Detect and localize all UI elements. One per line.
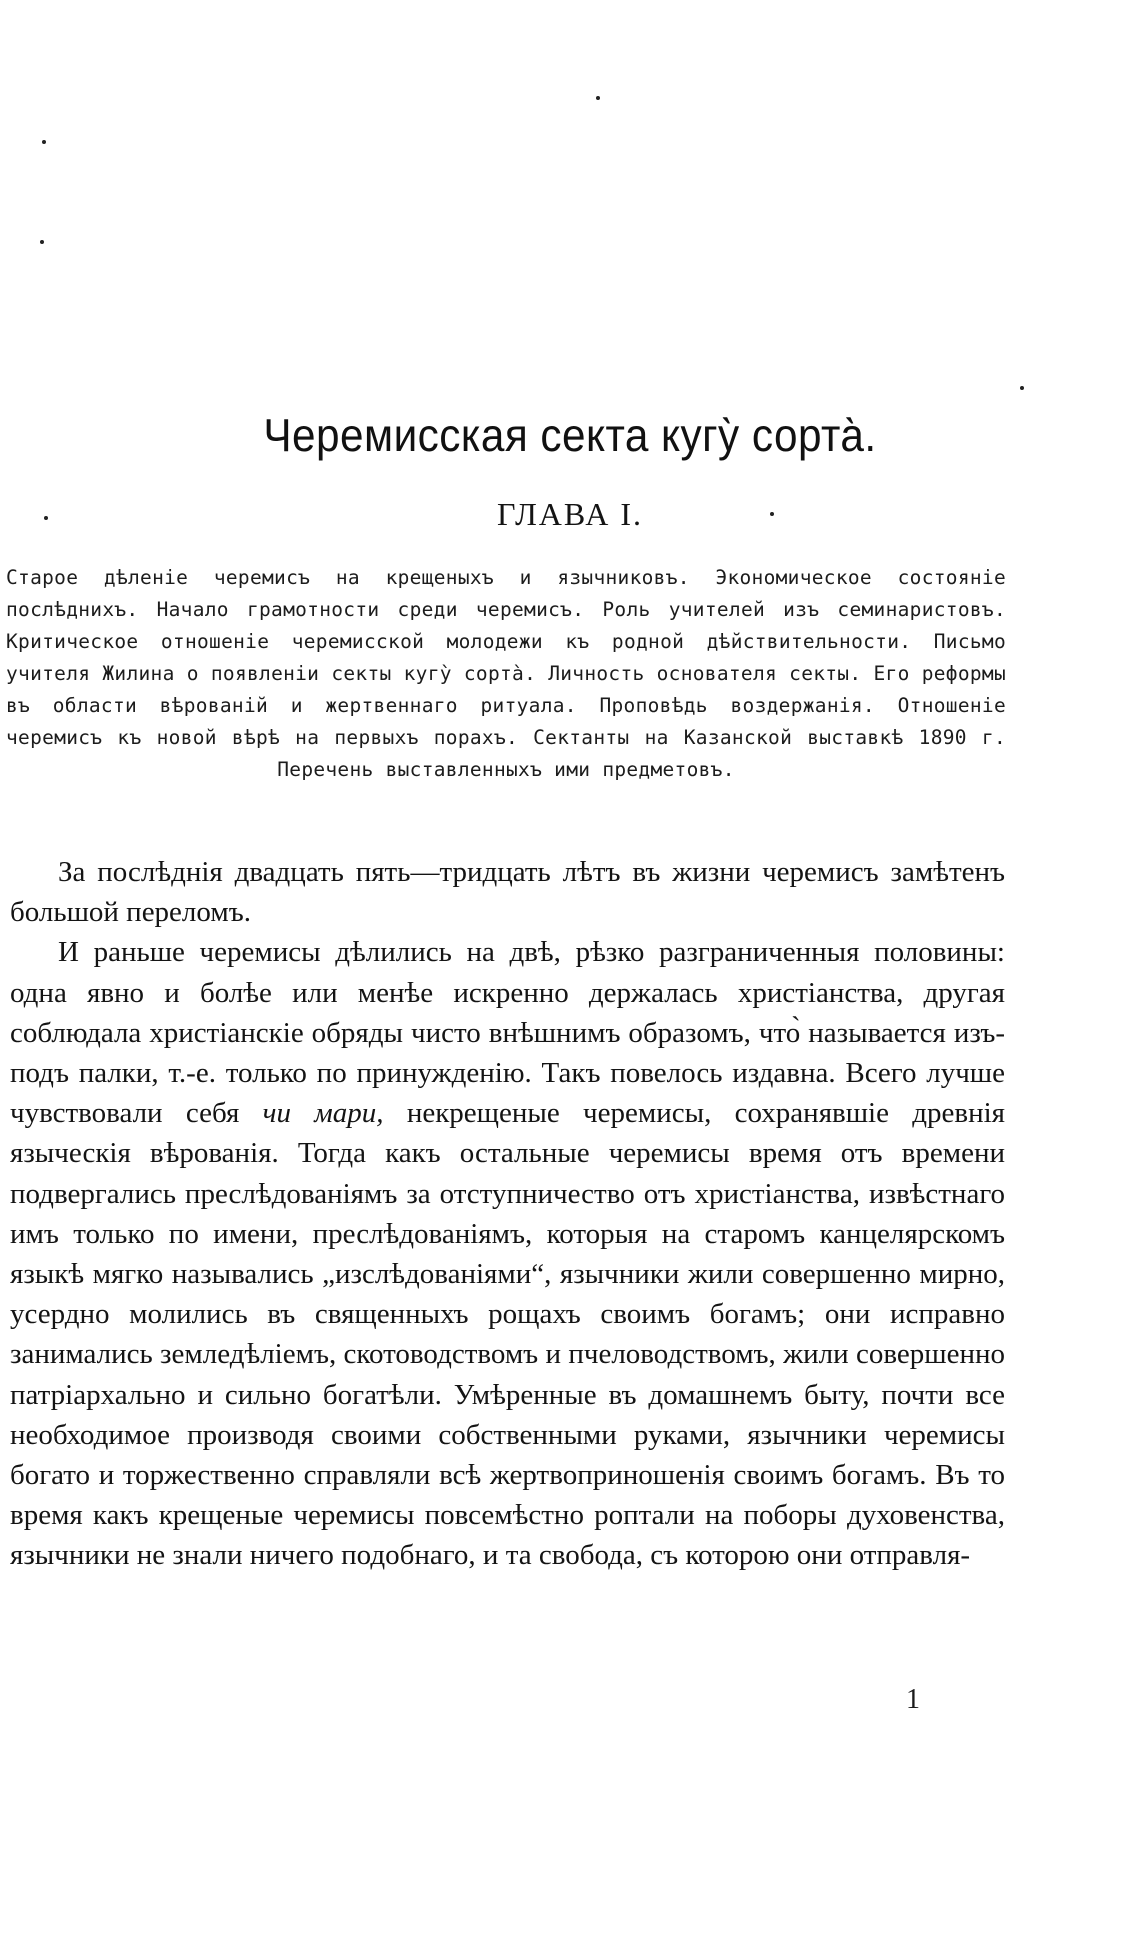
main-text	[10, 852, 1005, 1576]
page-title: Черемисская секта кугу̀ сорта̀.	[263, 409, 877, 461]
paragraph	[10, 932, 1005, 1575]
paragraph-text: некрещеные черемисы, сохранявшіе древнія языческія вѣрованія. Тогда какъ остальные черемисы время отъ времени подвергались преслѣдованіямъ за отступничество отъ христіанства, извѣстнаго имъ только по имени, преслѣдованіямъ, которыя на старомъ канцелярскомъ языкѣ мягко назывались „изслѣдованіями“, язычники жили совершенно мирно, усердно молились въ священныхъ рощахъ своимъ богамъ; они исправно занимались земледѣліемъ, скотоводствомъ и пчеловодствомъ, жили совершенно патріархально и сильно богатѣли. Умѣренные въ домашнемъ быту, почти все необходимое производя своими собственными руками, язычники черемисы богато и торжественно справляли всѣ жертвоприношенія своимъ богамъ. Въ то время какъ крещеные черемисы повсемѣстно роптали на поборы духовенства, язычники не знали ничего подобнаго, и та свобода, съ которою они отправля-	[10, 1097, 1006, 1572]
paragraph-text: За послѣднія двадцать пять—тридцать лѣтъ въ жизни черемисъ замѣтенъ большой переломъ.	[10, 856, 1005, 929]
paragraph-text: И раньше черемисы дѣлились на двѣ, рѣзко разграниченныя половины: одна явно и болѣе или менѣе искренно держалась христіанства, другая соблюдала христіанскіе обряды чисто внѣшнимъ образомъ, что̀ называется изъ-подъ палки, т.-е. только по принужденію. Такъ повелось издавна. Всего лучше чувствовали себя	[10, 936, 1005, 1130]
scan-speck	[42, 140, 46, 144]
paragraph	[10, 852, 1005, 932]
chapter-summary: Старое дѣленіе черемисъ на крещеныхъ и язычниковъ. Экономическое состояніе послѣднихъ. Начало грамотности среди черемисъ. Роль учителей изъ семинаристовъ. Критическое отношеніе черемисской молодежи къ родной дѣйствительности. Письмо учителя Жилина о появленіи секты кугу̀ сорта̀. Личность основателя секты. Его реформы въ области вѣрованій и жертвеннаго ритуала. Проповѣдь воздержанія. Отношеніе черемисъ къ новой вѣрѣ на первыхъ порахъ. Сектанты на Казанской выставкѣ 1890 г. Перечень выставленныхъ ими предметовъ.	[6, 566, 1006, 781]
page-number: 1	[906, 1684, 920, 1715]
scan-speck	[40, 240, 44, 244]
italic-term: чи мари,	[262, 1097, 384, 1130]
scan-speck	[44, 516, 48, 520]
scan-speck	[770, 512, 774, 516]
chapter-heading: ГЛАВА I.	[497, 496, 643, 532]
scan-speck	[596, 96, 600, 100]
scan-speck	[1020, 386, 1024, 390]
